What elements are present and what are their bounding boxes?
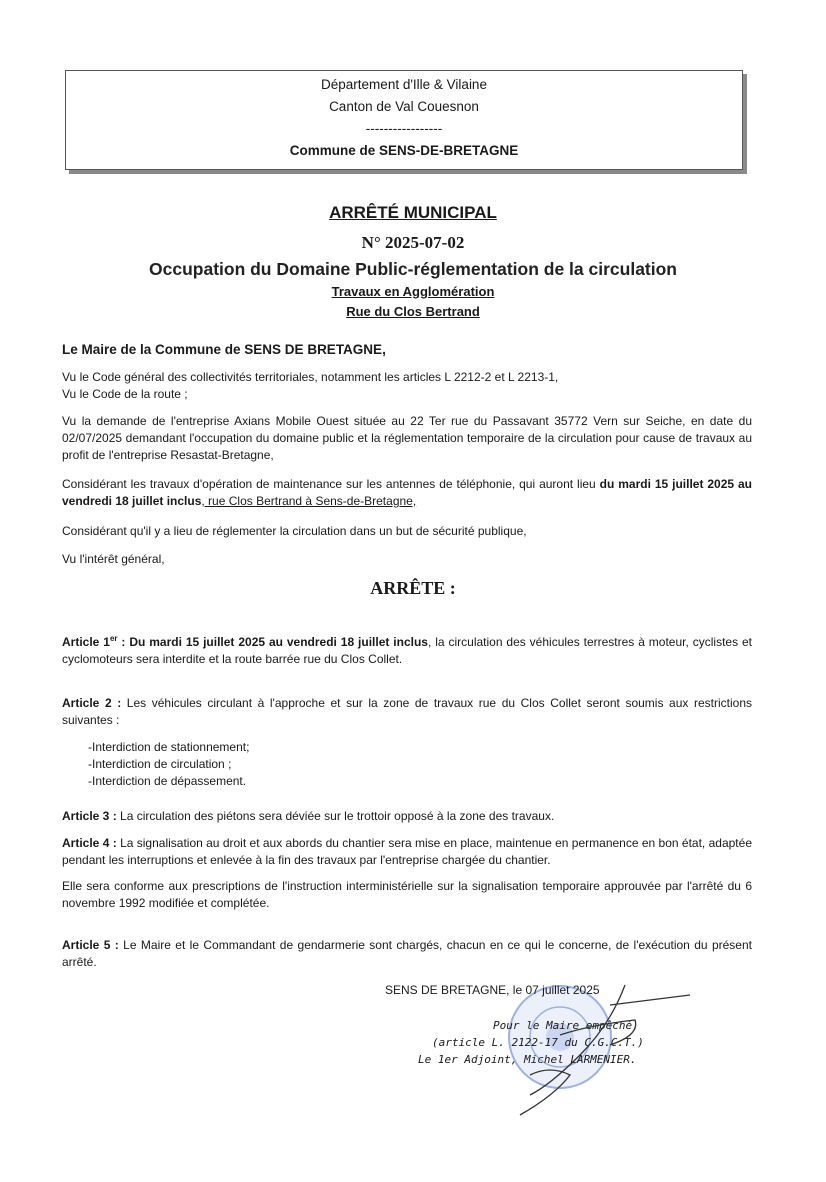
article-4-label: Article 4 : bbox=[62, 836, 121, 850]
considerant-travaux bbox=[62, 476, 752, 510]
considerant-travaux-location: , rue Clos Bertrand à Sens-de-Bretagne, bbox=[201, 494, 417, 508]
arrete-number: N° 2025-07-02 bbox=[361, 233, 465, 252]
maire-heading: Le Maire de la Commune de SENS DE BRETAGNE, bbox=[62, 342, 386, 357]
article-4 bbox=[62, 835, 752, 869]
article-3-label: Article 3 : bbox=[62, 809, 121, 823]
commune-line: Commune de SENS-DE-BRETAGNE bbox=[289, 143, 519, 158]
article-1-dates: Du mardi 15 juillet 2025 au vendredi 18 juillet inclus bbox=[129, 635, 428, 649]
article-1-label-end: : bbox=[117, 635, 130, 649]
signature-line-3: Le 1er Adjoint, Michel LARMENIER. bbox=[418, 1053, 637, 1066]
arrete-subtitle-works: Travaux en Agglomération bbox=[331, 284, 495, 299]
signature-line-2: (article L. 2122-17 du C.G.C.T.) bbox=[432, 1036, 644, 1049]
article-3-text: La circulation des piétons sera déviée sur le trottoir opposé à la zone des travaux. bbox=[120, 809, 555, 823]
considerant-travaux-text: Considérant les travaux d'opération de maintenance sur les antennes de téléphonie, qui auront lieu bbox=[62, 477, 600, 491]
considerant-securite: Considérant qu'il y a lieu de réglementer la circulation dans un but de sécurité publique, bbox=[62, 524, 527, 538]
article-2-text: Les véhicules circulant à l'approche et sur la zone de travaux rue du Clos Collet seront soumis aux restrictions suivantes : bbox=[62, 696, 752, 727]
vu-demande: Vu la demande de l'entreprise Axians Mobile Ouest située au 22 Ter rue du Passavant 35772 Vern sur Seiche, en date du 02/07/2025 demandant l'occupation du domaine public et la réglementation temporaire de la circulation pour cause de travaux au profit de l'entreprise Resastat-Bretagne, bbox=[62, 414, 752, 462]
signature-place-date: SENS DE BRETAGNE, le 07 juillet 2025 bbox=[385, 983, 600, 997]
article-5-label: Article 5 : bbox=[62, 938, 124, 952]
handwritten-signature bbox=[460, 965, 700, 1125]
article-1-text: , la circulation des véhicules terrestres à moteur, cyclistes et cyclomoteurs sera interdite et la route barrée rue du Clos Collet. bbox=[62, 635, 752, 666]
vu-cgct: Vu le Code général des collectivités territoriales, notamment les articles L 2212-2 et L 2213-1, bbox=[62, 370, 559, 384]
article-3 bbox=[62, 808, 752, 825]
vu-code-route: Vu le Code de la route ; bbox=[62, 387, 188, 401]
restriction-item: -Interdiction de dépassement. bbox=[88, 774, 247, 788]
article-4-paragraph-2: Elle sera conforme aux prescriptions de l'instruction interministérielle sur la signalisation temporaire approuvée par l'arrêté du 6 novembre 1992 modifiée et complétée. bbox=[62, 879, 752, 910]
document-title: ARRÊTÉ MUNICIPAL bbox=[329, 203, 497, 222]
department-line: Département d'Ille & Vilaine bbox=[321, 77, 487, 92]
signature-line-1: Pour le Maire empêché, bbox=[493, 1019, 639, 1032]
article-4-text: La signalisation au droit et aux abords du chantier sera mise en place, maintenue en permanence en bon état, adaptée pendant les interruptions et enlevée à la fin des travaux par l'entreprise chargée du chantier. bbox=[62, 836, 752, 867]
vu-interet-general: Vu l'intérêt général, bbox=[62, 552, 165, 566]
article-1-label: Article 1 bbox=[62, 635, 110, 649]
arrete-heading: ARRÊTE : bbox=[370, 578, 456, 598]
considerant-travaux-dates: du mardi 15 juillet 2025 au vendredi 18 juillet inclus bbox=[62, 477, 753, 508]
article-1-sup: er bbox=[109, 634, 118, 643]
arrete-subtitle-street: Rue du Clos Bertrand bbox=[346, 304, 480, 319]
article-2 bbox=[62, 695, 752, 729]
canton-line: Canton de Val Couesnon bbox=[329, 99, 479, 114]
article-2-label: Article 2 : bbox=[62, 696, 127, 710]
article-5-text: Le Maire et le Commandant de gendarmerie sont chargés, chacun en ce qui le concerne, de l'exécution du présent arrêté. bbox=[62, 938, 752, 969]
restriction-item: -Interdiction de stationnement; bbox=[88, 740, 250, 754]
article-1 bbox=[62, 634, 752, 668]
arrete-subject: Occupation du Domaine Public-réglementation de la circulation bbox=[149, 259, 677, 279]
header-box bbox=[65, 70, 743, 170]
separator-line: ----------------- bbox=[365, 121, 443, 136]
restriction-item: -Interdiction de circulation ; bbox=[88, 757, 232, 771]
